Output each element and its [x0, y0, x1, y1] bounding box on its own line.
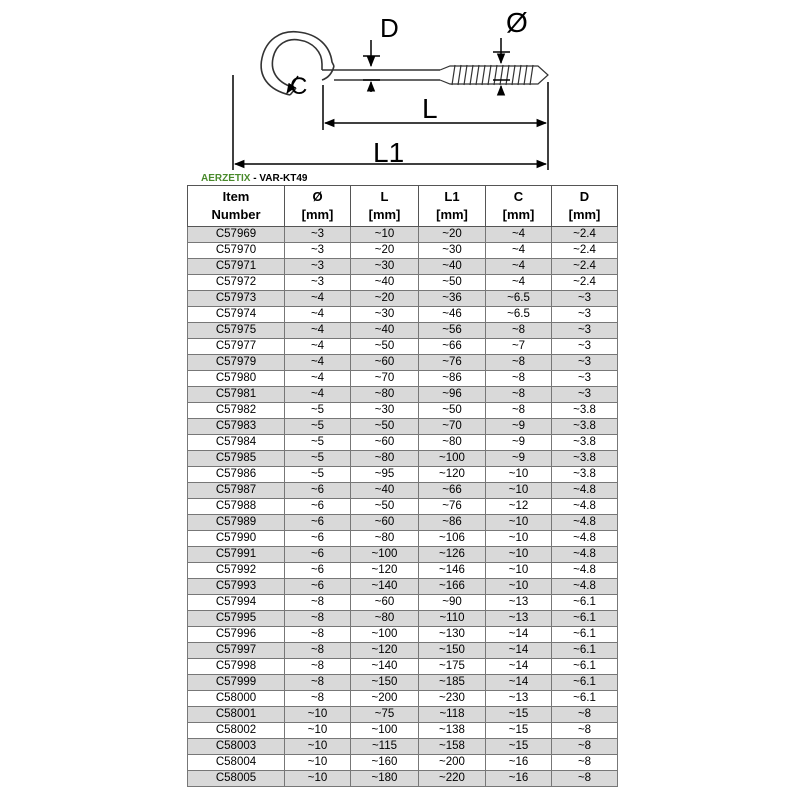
cell-total-length: ~56 [419, 323, 486, 339]
table-row [188, 403, 618, 419]
cell-item-number: C57991 [188, 547, 285, 563]
cell-hook-opening: ~6.5 [486, 291, 552, 307]
cell-length: ~60 [351, 435, 419, 451]
label-d: D [380, 13, 399, 43]
table-row [188, 563, 618, 579]
cell-length: ~140 [351, 659, 419, 675]
cell-hook-opening: ~13 [486, 611, 552, 627]
header-line: L1 [444, 189, 460, 204]
cell-length: ~140 [351, 579, 419, 595]
cell-total-length: ~50 [419, 275, 486, 291]
cell-total-length: ~175 [419, 659, 486, 675]
cell-length: ~60 [351, 595, 419, 611]
header-line: [mm] [436, 207, 468, 222]
header-line: L [380, 189, 389, 204]
cell-hook-opening: ~9 [486, 419, 552, 435]
cell-total-length: ~50 [419, 403, 486, 419]
table-row [188, 291, 618, 307]
cell-diameter: ~4 [285, 291, 351, 307]
cell-length: ~60 [351, 515, 419, 531]
table-row [188, 467, 618, 483]
table-row [188, 755, 618, 771]
cell-hook-opening: ~6.5 [486, 307, 552, 323]
cell-length: ~80 [351, 451, 419, 467]
cell-diameter: ~4 [285, 387, 351, 403]
cell-shank-diameter: ~4.8 [552, 579, 618, 595]
cell-hook-opening: ~10 [486, 483, 552, 499]
cell-diameter: ~10 [285, 707, 351, 723]
cell-diameter: ~8 [285, 611, 351, 627]
label-l1: L1 [373, 137, 405, 168]
cell-hook-opening: ~14 [486, 643, 552, 659]
cell-length: ~115 [351, 739, 419, 755]
table-body [188, 227, 618, 787]
cell-length: ~200 [351, 691, 419, 707]
cell-length: ~30 [351, 259, 419, 275]
cell-total-length: ~46 [419, 307, 486, 323]
cell-total-length: ~230 [419, 691, 486, 707]
cell-length: ~40 [351, 483, 419, 499]
cell-shank-diameter: ~6.1 [552, 627, 618, 643]
cell-diameter: ~4 [285, 339, 351, 355]
cell-length: ~150 [351, 675, 419, 691]
table-row [188, 643, 618, 659]
cell-shank-diameter: ~4.8 [552, 499, 618, 515]
cell-hook-opening: ~16 [486, 771, 552, 787]
table-row [188, 355, 618, 371]
table-row [188, 691, 618, 707]
header-item-number [188, 186, 285, 227]
cell-diameter: ~8 [285, 659, 351, 675]
cell-shank-diameter: ~2.4 [552, 243, 618, 259]
table-row [188, 675, 618, 691]
table-row [188, 387, 618, 403]
cell-item-number: C57975 [188, 323, 285, 339]
table-row [188, 307, 618, 323]
cell-item-number: C57997 [188, 643, 285, 659]
cell-total-length: ~100 [419, 451, 486, 467]
table-row [188, 483, 618, 499]
screw-hook-diagram [0, 0, 800, 180]
cell-item-number: C58000 [188, 691, 285, 707]
cell-total-length: ~40 [419, 259, 486, 275]
cell-diameter: ~8 [285, 691, 351, 707]
cell-length: ~40 [351, 323, 419, 339]
header-line: C [513, 189, 524, 204]
cell-hook-opening: ~12 [486, 499, 552, 515]
cell-total-length: ~130 [419, 627, 486, 643]
hook-outline [261, 32, 440, 95]
cell-diameter: ~4 [285, 355, 351, 371]
cell-item-number: C57982 [188, 403, 285, 419]
cell-hook-opening: ~8 [486, 371, 552, 387]
header-total-length [419, 186, 486, 227]
spec-table [187, 185, 618, 787]
cell-item-number: C57995 [188, 611, 285, 627]
cell-shank-diameter: ~3 [552, 371, 618, 387]
cell-item-number: C57993 [188, 579, 285, 595]
cell-item-number: C57974 [188, 307, 285, 323]
cell-length: ~20 [351, 243, 419, 259]
cell-item-number: C57998 [188, 659, 285, 675]
label-phi: Ø [506, 7, 528, 38]
cell-item-number: C57970 [188, 243, 285, 259]
table-row [188, 547, 618, 563]
cell-item-number: C57972 [188, 275, 285, 291]
cell-shank-diameter: ~2.4 [552, 275, 618, 291]
cell-total-length: ~126 [419, 547, 486, 563]
cell-total-length: ~36 [419, 291, 486, 307]
cell-hook-opening: ~14 [486, 675, 552, 691]
cell-hook-opening: ~10 [486, 531, 552, 547]
cell-total-length: ~220 [419, 771, 486, 787]
cell-length: ~50 [351, 419, 419, 435]
table-row [188, 627, 618, 643]
cell-item-number: C57979 [188, 355, 285, 371]
cell-length: ~30 [351, 403, 419, 419]
cell-total-length: ~66 [419, 483, 486, 499]
cell-shank-diameter: ~8 [552, 707, 618, 723]
cell-diameter: ~4 [285, 371, 351, 387]
table-row [188, 611, 618, 627]
table-row [188, 243, 618, 259]
table-row [188, 275, 618, 291]
cell-diameter: ~5 [285, 451, 351, 467]
cell-diameter: ~6 [285, 531, 351, 547]
cell-shank-diameter: ~4.8 [552, 547, 618, 563]
cell-shank-diameter: ~3.8 [552, 403, 618, 419]
cell-diameter: ~3 [285, 227, 351, 243]
cell-hook-opening: ~16 [486, 755, 552, 771]
brand-separator: - [250, 173, 260, 184]
cell-shank-diameter: ~3 [552, 307, 618, 323]
cell-hook-opening: ~8 [486, 403, 552, 419]
cell-diameter: ~10 [285, 723, 351, 739]
cell-item-number: C57971 [188, 259, 285, 275]
cell-total-length: ~80 [419, 435, 486, 451]
cell-length: ~50 [351, 499, 419, 515]
cell-item-number: C57996 [188, 627, 285, 643]
cell-diameter: ~3 [285, 275, 351, 291]
cell-item-number: C58002 [188, 723, 285, 739]
cell-shank-diameter: ~2.4 [552, 227, 618, 243]
cell-shank-diameter: ~3 [552, 291, 618, 307]
cell-item-number: C58004 [188, 755, 285, 771]
cell-total-length: ~146 [419, 563, 486, 579]
cell-diameter: ~6 [285, 579, 351, 595]
cell-hook-opening: ~9 [486, 451, 552, 467]
table-row [188, 419, 618, 435]
cell-diameter: ~6 [285, 515, 351, 531]
cell-item-number: C57999 [188, 675, 285, 691]
cell-shank-diameter: ~4.8 [552, 531, 618, 547]
cell-shank-diameter: ~6.1 [552, 595, 618, 611]
header-line: D [579, 189, 590, 204]
cell-hook-opening: ~4 [486, 243, 552, 259]
brand-line [201, 173, 308, 184]
cell-hook-opening: ~13 [486, 691, 552, 707]
cell-hook-opening: ~14 [486, 627, 552, 643]
cell-item-number: C57994 [188, 595, 285, 611]
cell-shank-diameter: ~8 [552, 755, 618, 771]
cell-item-number: C57984 [188, 435, 285, 451]
cell-shank-diameter: ~6.1 [552, 643, 618, 659]
cell-hook-opening: ~13 [486, 595, 552, 611]
cell-hook-opening: ~10 [486, 515, 552, 531]
cell-diameter: ~6 [285, 563, 351, 579]
cell-diameter: ~6 [285, 547, 351, 563]
cell-hook-opening: ~4 [486, 227, 552, 243]
cell-length: ~50 [351, 339, 419, 355]
cell-item-number: C57980 [188, 371, 285, 387]
cell-hook-opening: ~8 [486, 387, 552, 403]
cell-hook-opening: ~10 [486, 563, 552, 579]
cell-length: ~100 [351, 627, 419, 643]
cell-item-number: C57977 [188, 339, 285, 355]
cell-diameter: ~8 [285, 675, 351, 691]
cell-shank-diameter: ~3 [552, 355, 618, 371]
cell-total-length: ~86 [419, 515, 486, 531]
cell-length: ~30 [351, 307, 419, 323]
cell-length: ~20 [351, 291, 419, 307]
cell-length: ~160 [351, 755, 419, 771]
cell-diameter: ~4 [285, 307, 351, 323]
cell-diameter: ~3 [285, 259, 351, 275]
header-line: [mm] [301, 207, 334, 222]
cell-total-length: ~110 [419, 611, 486, 627]
table-row [188, 723, 618, 739]
cell-total-length: ~106 [419, 531, 486, 547]
cell-total-length: ~76 [419, 499, 486, 515]
brand-name: AERZETIX [201, 173, 251, 184]
cell-total-length: ~20 [419, 227, 486, 243]
table-row [188, 227, 618, 243]
cell-shank-diameter: ~2.4 [552, 259, 618, 275]
cell-total-length: ~200 [419, 755, 486, 771]
cell-shank-diameter: ~3 [552, 323, 618, 339]
cell-length: ~100 [351, 547, 419, 563]
cell-hook-opening: ~15 [486, 707, 552, 723]
cell-diameter: ~5 [285, 435, 351, 451]
cell-total-length: ~30 [419, 243, 486, 259]
cell-length: ~40 [351, 275, 419, 291]
cell-total-length: ~138 [419, 723, 486, 739]
header-length [351, 186, 419, 227]
cell-item-number: C57981 [188, 387, 285, 403]
cell-diameter: ~8 [285, 595, 351, 611]
cell-length: ~80 [351, 611, 419, 627]
header-line: Ø [312, 189, 323, 204]
cell-item-number: C57985 [188, 451, 285, 467]
cell-hook-opening: ~8 [486, 355, 552, 371]
cell-length: ~120 [351, 643, 419, 659]
cell-length: ~95 [351, 467, 419, 483]
cell-item-number: C57990 [188, 531, 285, 547]
table-row [188, 499, 618, 515]
cell-item-number: C57973 [188, 291, 285, 307]
cell-hook-opening: ~4 [486, 259, 552, 275]
table-row [188, 339, 618, 355]
cell-diameter: ~10 [285, 755, 351, 771]
cell-diameter: ~10 [285, 739, 351, 755]
table-row [188, 659, 618, 675]
cell-diameter: ~10 [285, 771, 351, 787]
cell-total-length: ~70 [419, 419, 486, 435]
cell-hook-opening: ~7 [486, 339, 552, 355]
cell-length: ~60 [351, 355, 419, 371]
table-row [188, 451, 618, 467]
cell-diameter: ~5 [285, 467, 351, 483]
cell-item-number: C57969 [188, 227, 285, 243]
cell-shank-diameter: ~6.1 [552, 675, 618, 691]
header-line: [mm] [502, 207, 535, 222]
table-row [188, 259, 618, 275]
cell-diameter: ~6 [285, 499, 351, 515]
thread-section [440, 65, 548, 85]
table-row [188, 323, 618, 339]
cell-length: ~80 [351, 387, 419, 403]
cell-shank-diameter: ~8 [552, 771, 618, 787]
cell-diameter: ~6 [285, 483, 351, 499]
cell-shank-diameter: ~4.8 [552, 483, 618, 499]
cell-diameter: ~3 [285, 243, 351, 259]
cell-shank-diameter: ~8 [552, 739, 618, 755]
table-row [188, 595, 618, 611]
cell-diameter: ~5 [285, 403, 351, 419]
cell-hook-opening: ~4 [486, 275, 552, 291]
header-hook-opening [486, 186, 552, 227]
table-row [188, 579, 618, 595]
cell-shank-diameter: ~4.8 [552, 563, 618, 579]
cell-shank-diameter: ~3 [552, 387, 618, 403]
cell-shank-diameter: ~4.8 [552, 515, 618, 531]
table-row [188, 435, 618, 451]
cell-item-number: C57986 [188, 467, 285, 483]
cell-hook-opening: ~10 [486, 547, 552, 563]
table-row [188, 531, 618, 547]
cell-length: ~70 [351, 371, 419, 387]
table-row [188, 707, 618, 723]
cell-length: ~180 [351, 771, 419, 787]
header-shank-diameter [552, 186, 618, 227]
label-l: L [422, 93, 438, 124]
cell-shank-diameter: ~6.1 [552, 691, 618, 707]
cell-length: ~80 [351, 531, 419, 547]
table-row [188, 515, 618, 531]
header-line: [mm] [568, 207, 601, 222]
cell-total-length: ~66 [419, 339, 486, 355]
cell-shank-diameter: ~6.1 [552, 611, 618, 627]
cell-total-length: ~90 [419, 595, 486, 611]
cell-length: ~10 [351, 227, 419, 243]
variant-code: VAR-KT49 [259, 173, 308, 184]
label-c: C [290, 73, 308, 100]
cell-total-length: ~120 [419, 467, 486, 483]
table-header [188, 186, 618, 227]
cell-shank-diameter: ~3.8 [552, 451, 618, 467]
cell-hook-opening: ~10 [486, 467, 552, 483]
cell-shank-diameter: ~6.1 [552, 659, 618, 675]
cell-item-number: C57989 [188, 515, 285, 531]
cell-hook-opening: ~15 [486, 723, 552, 739]
cell-shank-diameter: ~3.8 [552, 467, 618, 483]
header-line: Number [211, 207, 261, 222]
cell-total-length: ~118 [419, 707, 486, 723]
cell-shank-diameter: ~8 [552, 723, 618, 739]
cell-hook-opening: ~10 [486, 579, 552, 595]
header-line: Item [222, 189, 250, 204]
cell-item-number: C58001 [188, 707, 285, 723]
cell-hook-opening: ~9 [486, 435, 552, 451]
cell-shank-diameter: ~3.8 [552, 435, 618, 451]
header-line: [mm] [368, 207, 401, 222]
cell-diameter: ~4 [285, 323, 351, 339]
cell-hook-opening: ~8 [486, 323, 552, 339]
cell-total-length: ~150 [419, 643, 486, 659]
table-row [188, 371, 618, 387]
cell-shank-diameter: ~3.8 [552, 419, 618, 435]
cell-total-length: ~158 [419, 739, 486, 755]
cell-total-length: ~86 [419, 371, 486, 387]
cell-total-length: ~166 [419, 579, 486, 595]
cell-total-length: ~185 [419, 675, 486, 691]
cell-hook-opening: ~14 [486, 659, 552, 675]
table-row [188, 771, 618, 787]
cell-item-number: C58003 [188, 739, 285, 755]
header-diameter [285, 186, 351, 227]
cell-diameter: ~8 [285, 643, 351, 659]
cell-diameter: ~5 [285, 419, 351, 435]
cell-item-number: C58005 [188, 771, 285, 787]
cell-item-number: C57987 [188, 483, 285, 499]
cell-length: ~100 [351, 723, 419, 739]
cell-diameter: ~8 [285, 627, 351, 643]
table-row [188, 739, 618, 755]
cell-shank-diameter: ~3 [552, 339, 618, 355]
cell-item-number: C57992 [188, 563, 285, 579]
cell-total-length: ~76 [419, 355, 486, 371]
cell-length: ~75 [351, 707, 419, 723]
cell-item-number: C57988 [188, 499, 285, 515]
cell-length: ~120 [351, 563, 419, 579]
cell-total-length: ~96 [419, 387, 486, 403]
cell-item-number: C57983 [188, 419, 285, 435]
cell-hook-opening: ~15 [486, 739, 552, 755]
